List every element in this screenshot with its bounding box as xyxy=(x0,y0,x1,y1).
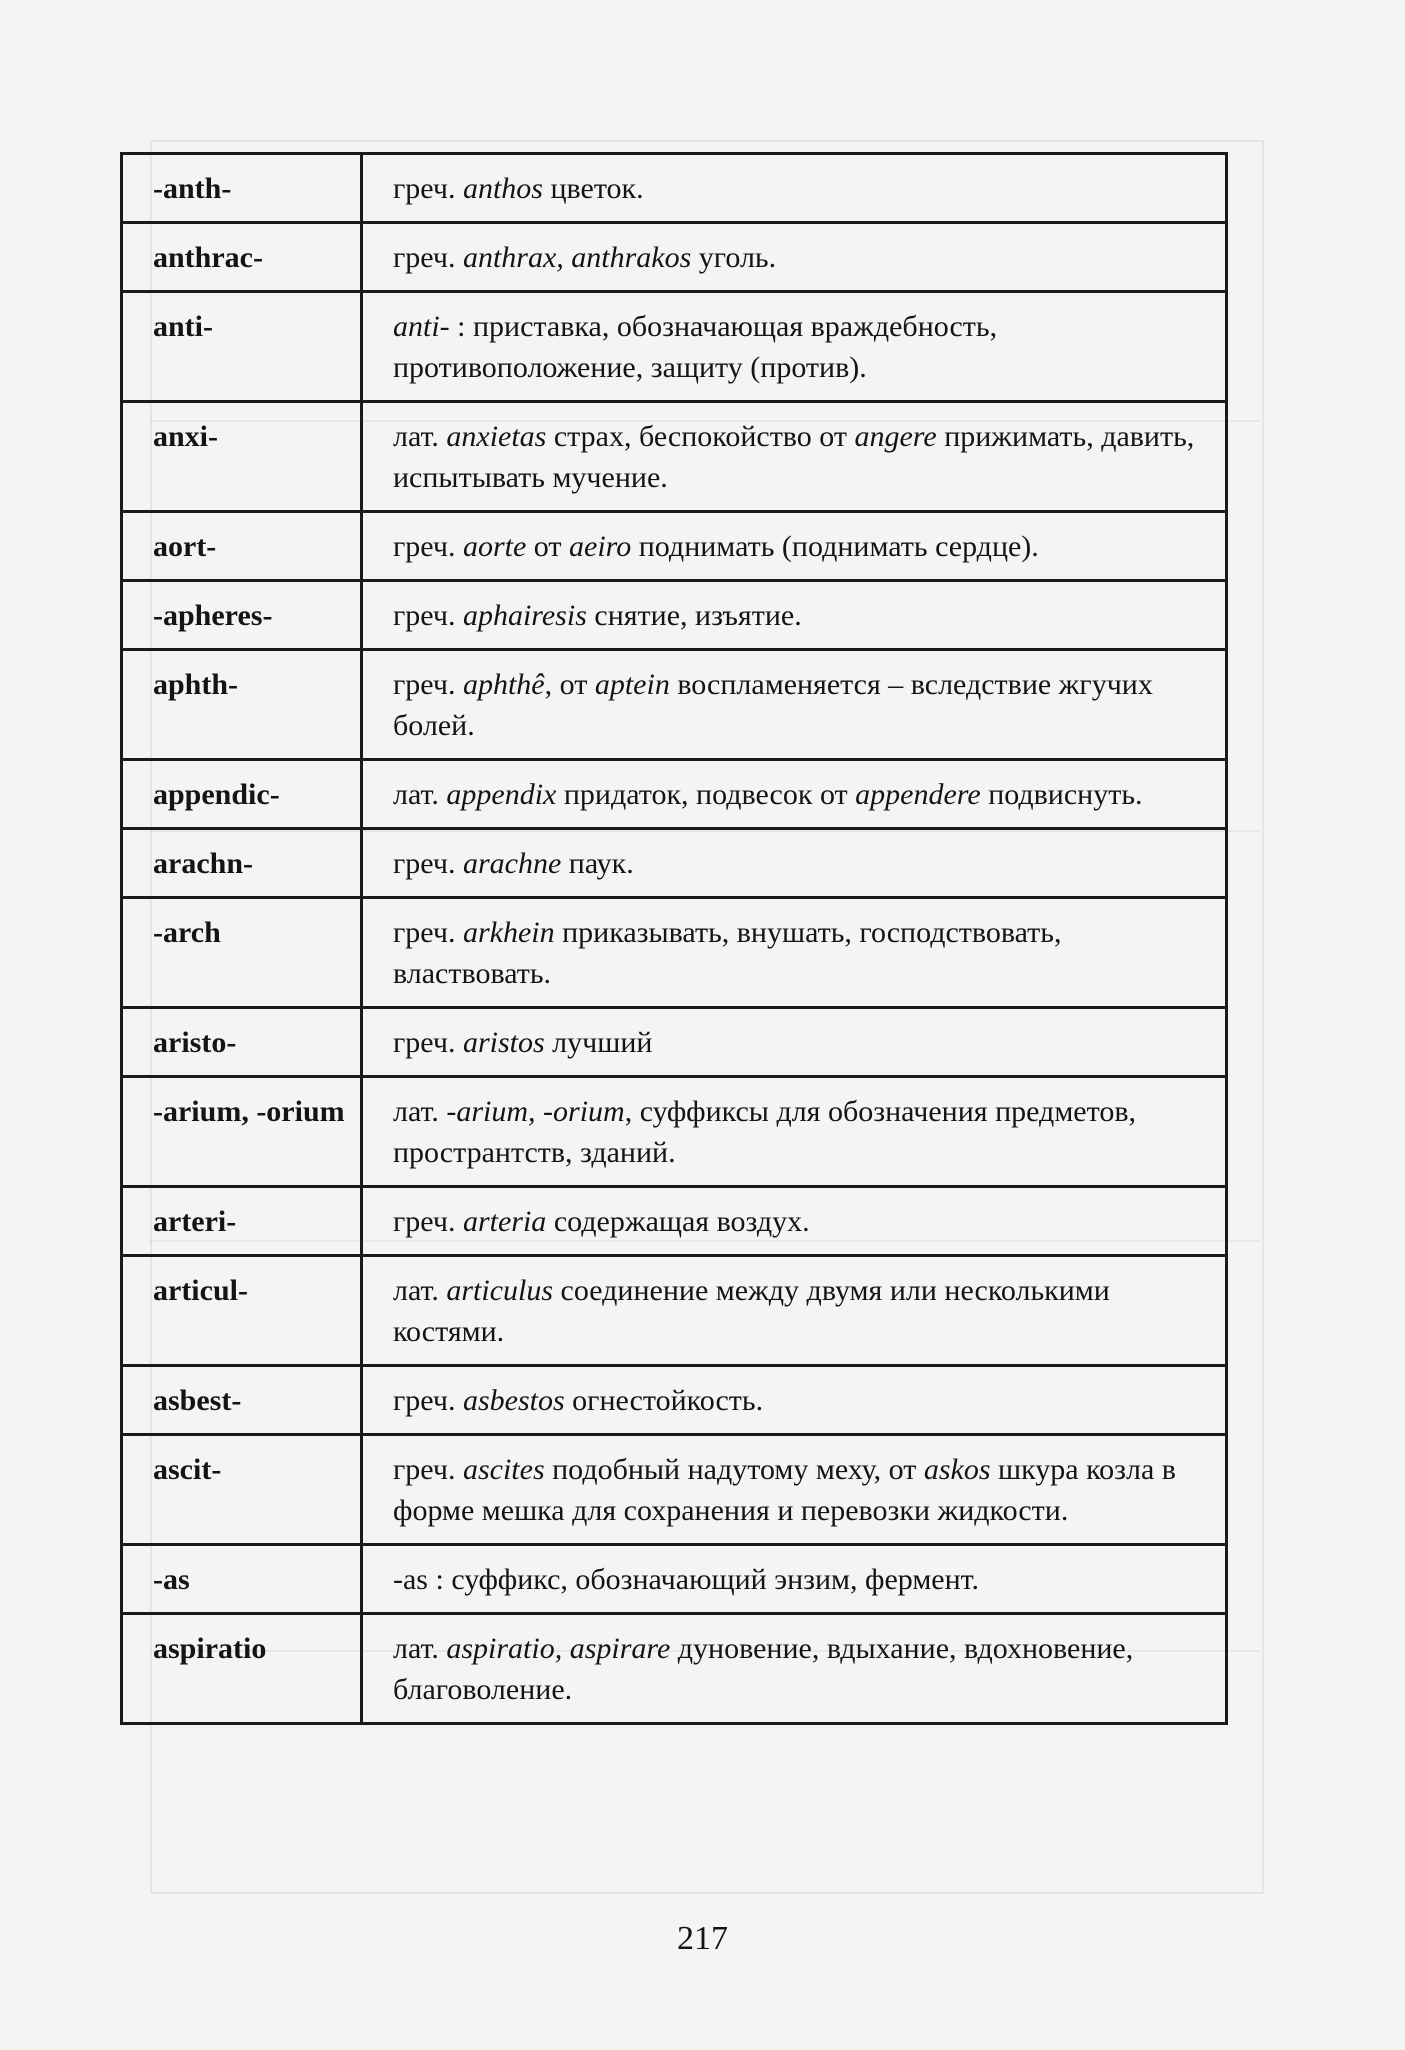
entry-term: ascit- xyxy=(122,1435,362,1545)
dictionary-table xyxy=(120,152,1228,1725)
definition-text: греч. xyxy=(393,668,463,701)
table-row xyxy=(122,898,1227,1008)
entry-term: -as xyxy=(122,1545,362,1614)
entry-term: arachn- xyxy=(122,829,362,898)
definition-text: содержащая воздух. xyxy=(546,1205,810,1238)
definition-text: -as : суффикс, обозначающий энзим, фермент. xyxy=(393,1563,980,1596)
entry-term: anthrac- xyxy=(122,223,362,292)
entry-definition xyxy=(362,650,1227,760)
entry-definition xyxy=(362,154,1227,223)
definition-etymon: -arium, -orium xyxy=(446,1095,625,1128)
definition-text: соединение между двумя или несколькими костями. xyxy=(393,1274,1110,1348)
definition-text: греч. xyxy=(393,1205,463,1238)
entry-definition xyxy=(362,1435,1227,1545)
definition-etymon: appendix xyxy=(446,778,557,811)
definition-text: лат. xyxy=(393,778,447,811)
definition-etymon: aristos xyxy=(462,1026,545,1059)
definition-text: огнестойкость. xyxy=(564,1384,764,1417)
definition-text: греч. xyxy=(393,241,463,274)
entry-definition xyxy=(362,1077,1227,1187)
page-number: 217 xyxy=(677,1920,728,1957)
definition-text: дуновение, вдыхание, вдохновение, благоволение. xyxy=(393,1632,1134,1706)
entry-term: -arch xyxy=(122,898,362,1008)
dictionary-table-body xyxy=(122,154,1227,1724)
definition-etymon: anthos xyxy=(462,172,543,205)
entry-term: asbest- xyxy=(122,1366,362,1435)
definition-text: , от xyxy=(544,668,595,701)
entry-term: aort- xyxy=(122,512,362,581)
definition-etymon: aptein xyxy=(594,668,670,701)
definition-etymon: aorte xyxy=(462,530,527,563)
entry-term: -apheres- xyxy=(122,581,362,650)
definition-text: греч. xyxy=(393,1453,463,1486)
definition-etymon: arteria xyxy=(462,1205,547,1238)
definition-text: поднимать (поднимать сердце). xyxy=(631,530,1039,563)
definition-text: лат. xyxy=(393,1274,447,1307)
table-row xyxy=(122,1256,1227,1366)
definition-text: воспламеняется – вследствие жгучих болей. xyxy=(393,668,1153,742)
definition-text: греч. xyxy=(393,530,463,563)
definition-text: , суффиксы для обозначения предметов, пространтств, зданий. xyxy=(393,1095,1136,1169)
definition-etymon: arachne xyxy=(462,847,562,880)
definition-text: лат. xyxy=(393,1095,447,1128)
entry-term: arteri- xyxy=(122,1187,362,1256)
table-row xyxy=(122,1614,1227,1724)
definition-text: греч. xyxy=(393,599,463,632)
definition-text: лучший xyxy=(544,1026,653,1059)
definition-etymon: anti- xyxy=(393,310,450,343)
entry-term: aristo- xyxy=(122,1008,362,1077)
definition-text: придаток, подвесок от xyxy=(556,778,856,811)
definition-text: греч. xyxy=(393,916,463,949)
definition-etymon: askos xyxy=(923,1453,991,1486)
definition-text: греч. xyxy=(393,172,463,205)
definition-text: паук. xyxy=(561,847,634,880)
entry-term: -arium, -orium xyxy=(122,1077,362,1187)
table-row xyxy=(122,223,1227,292)
entry-term: aspiratio xyxy=(122,1614,362,1724)
definition-text: от xyxy=(526,530,570,563)
table-row xyxy=(122,1366,1227,1435)
definition-text: уголь. xyxy=(691,241,777,274)
entry-definition xyxy=(362,1256,1227,1366)
entry-definition xyxy=(362,402,1227,512)
table-row xyxy=(122,1435,1227,1545)
table-row xyxy=(122,1077,1227,1187)
entry-definition xyxy=(362,1614,1227,1724)
table-row xyxy=(122,402,1227,512)
definition-text: греч. xyxy=(393,1384,463,1417)
entry-term: -anth- xyxy=(122,154,362,223)
definition-text: : приставка, обозначающая враждебность, противоположение, защиту (против). xyxy=(393,310,998,384)
definition-text: цветок. xyxy=(542,172,644,205)
definition-text: лат. xyxy=(393,420,447,453)
entry-definition xyxy=(362,760,1227,829)
entry-term: appendic- xyxy=(122,760,362,829)
table-row xyxy=(122,154,1227,223)
entry-definition xyxy=(362,1545,1227,1614)
definition-text: греч. xyxy=(393,1026,463,1059)
definition-text: прижимать, давить, испытывать мучение. xyxy=(393,420,1195,494)
table-row xyxy=(122,292,1227,402)
entry-definition xyxy=(362,1187,1227,1256)
entry-definition xyxy=(362,1366,1227,1435)
table-row xyxy=(122,512,1227,581)
definition-etymon: anxietas xyxy=(446,420,547,453)
definition-text: греч. xyxy=(393,847,463,880)
definition-etymon: asbestos xyxy=(462,1384,565,1417)
definition-etymon: aspiratio, aspirare xyxy=(446,1632,671,1665)
definition-etymon: aeiro xyxy=(569,530,632,563)
entry-definition xyxy=(362,292,1227,402)
definition-etymon: aphthê xyxy=(462,668,545,701)
definition-etymon: arkhein xyxy=(462,916,555,949)
entry-term: anti- xyxy=(122,292,362,402)
definition-etymon: anthrax, anthrakos xyxy=(462,241,692,274)
definition-text: шкура козла в форме мешка для сохранения и перевозки жидкости. xyxy=(393,1453,1176,1527)
definition-etymon: appendere xyxy=(855,778,981,811)
table-row xyxy=(122,829,1227,898)
entry-definition xyxy=(362,512,1227,581)
entry-definition xyxy=(362,581,1227,650)
table-row xyxy=(122,760,1227,829)
entry-definition xyxy=(362,1008,1227,1077)
definition-etymon: articulus xyxy=(446,1274,554,1307)
definition-text: снятие, изъятие. xyxy=(586,599,802,632)
table-row xyxy=(122,1008,1227,1077)
definition-text: подвиснуть. xyxy=(980,778,1143,811)
table-row xyxy=(122,1187,1227,1256)
definition-text: приказывать, внушать, господствовать, властвовать. xyxy=(393,916,1062,990)
table-row xyxy=(122,650,1227,760)
table-row xyxy=(122,581,1227,650)
table-row xyxy=(122,1545,1227,1614)
entry-term: anxi- xyxy=(122,402,362,512)
definition-etymon: ascites xyxy=(462,1453,545,1486)
definition-text: страх, беспокойство от xyxy=(546,420,855,453)
definition-text: подобный надутому меху, от xyxy=(544,1453,924,1486)
entry-definition xyxy=(362,223,1227,292)
entry-term: articul- xyxy=(122,1256,362,1366)
entry-term: aphth- xyxy=(122,650,362,760)
definition-etymon: aphairesis xyxy=(462,599,587,632)
entry-definition xyxy=(362,829,1227,898)
entry-definition xyxy=(362,898,1227,1008)
definition-etymon: angere xyxy=(854,420,937,453)
definition-text: лат. xyxy=(393,1632,447,1665)
